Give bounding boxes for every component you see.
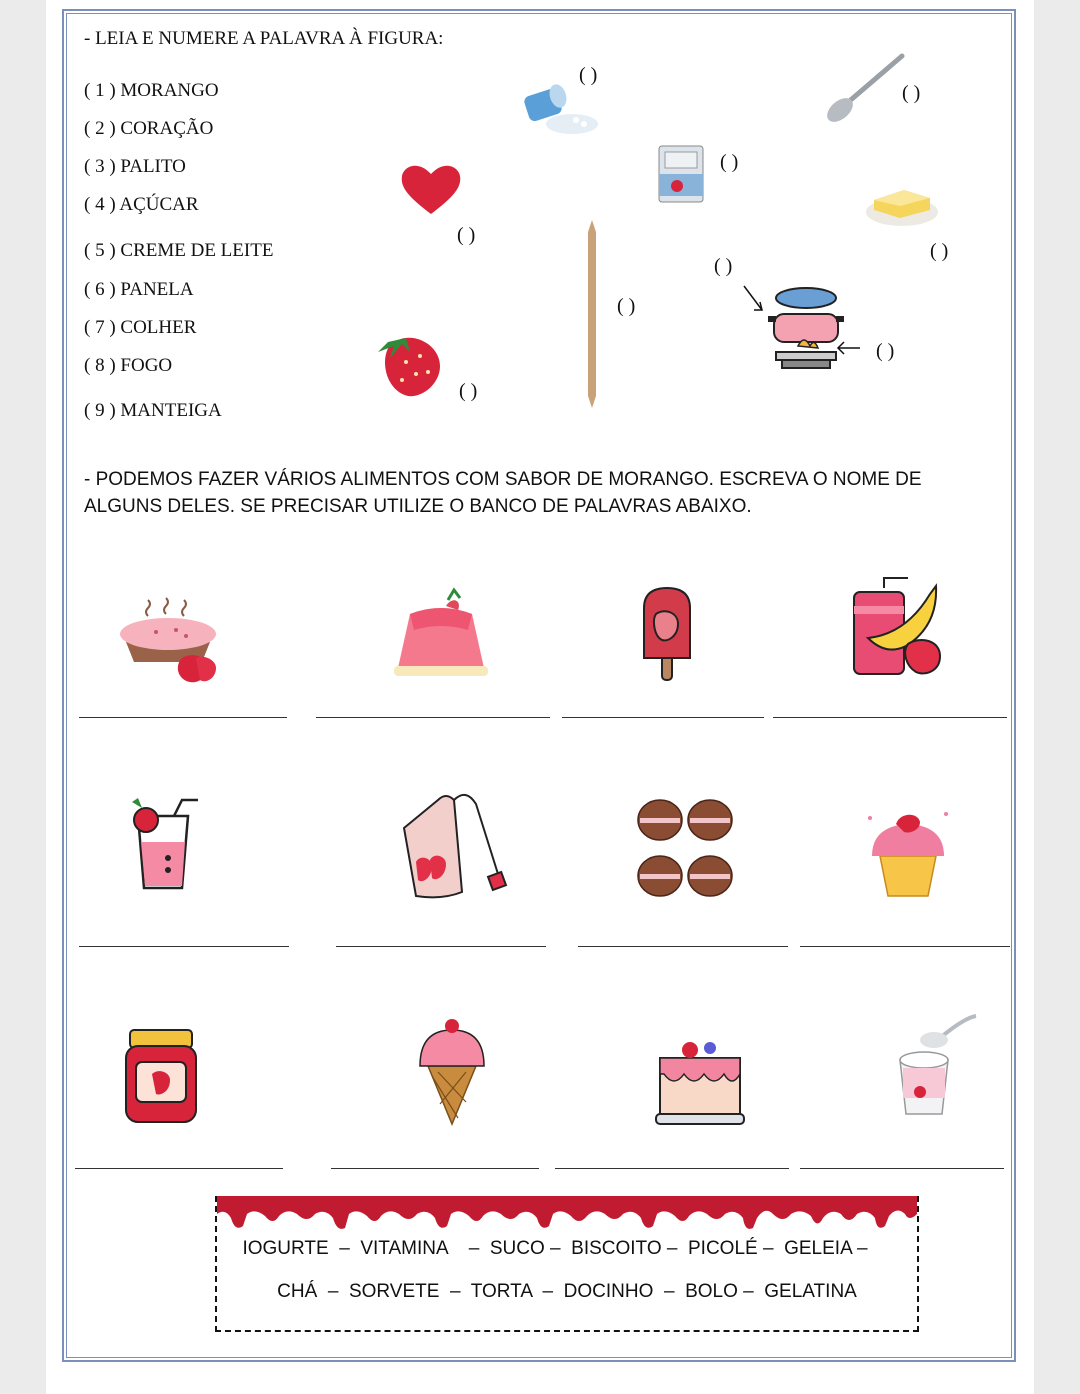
smoothie-icon <box>850 576 946 680</box>
jam-icon <box>124 1028 198 1126</box>
answer-line[interactable] <box>331 1168 539 1169</box>
sugar-icon <box>520 80 600 136</box>
word-bank-row-1: IOGURTE – VITAMINA – SUCO – BISCOITO – PICOLÉ – GELEIA – <box>242 1238 868 1259</box>
spoon-icon <box>822 52 906 124</box>
answer-line[interactable] <box>800 946 1010 947</box>
answer-blank-spoon[interactable]: ( ) <box>902 82 921 104</box>
answer-line[interactable] <box>555 1168 789 1169</box>
answer-blank-sugar[interactable]: ( ) <box>579 64 598 86</box>
tea-icon <box>402 792 512 900</box>
section2-title: - PODEMOS FAZER VÁRIOS ALIMENTOS COM SABOR DE MORANGO. ESCREVA O NOME DE ALGUNS DELES. SE PRECISAR UTILIZE O BANCO DE PALAVRAS ABAIXO. <box>84 469 922 517</box>
pot-on-fire-icon <box>740 276 864 374</box>
yogurt-icon <box>894 1012 980 1120</box>
section1-title: - LEIA E NUMERE A PALAVRA À FIGURA: <box>84 28 444 49</box>
cupcake-icon <box>866 806 950 898</box>
answer-blank-fire[interactable]: ( ) <box>876 340 895 362</box>
juice-icon <box>124 796 200 892</box>
answer-line[interactable] <box>316 717 550 718</box>
answer-line[interactable] <box>79 717 287 718</box>
answer-line[interactable] <box>578 946 788 947</box>
answer-blank-heart[interactable]: ( ) <box>457 224 476 246</box>
answer-line[interactable] <box>336 946 546 947</box>
cream-box-icon <box>657 144 705 204</box>
heart-icon <box>400 162 462 216</box>
word-item-1: ( 1 ) MORANGO <box>84 80 219 101</box>
answer-blank-toothpick[interactable]: ( ) <box>617 295 636 317</box>
ice-cream-icon <box>416 1018 488 1126</box>
word-item-8: ( 8 ) FOGO <box>84 355 173 376</box>
cookies-icon <box>636 796 736 902</box>
pie-icon <box>116 594 220 688</box>
cake-icon <box>654 1032 746 1128</box>
popsicle-icon <box>638 586 696 682</box>
answer-line[interactable] <box>800 1168 1004 1169</box>
word-item-6: ( 6 ) PANELA <box>84 279 194 300</box>
answer-blank-strawberry[interactable]: ( ) <box>459 380 478 402</box>
word-item-9: ( 9 ) MANTEIGA <box>84 400 222 421</box>
answer-blank-butter[interactable]: ( ) <box>930 240 949 262</box>
word-item-7: ( 7 ) COLHER <box>84 317 197 338</box>
butter-icon <box>864 172 940 228</box>
toothpick-icon <box>586 220 598 408</box>
gelatin-icon <box>392 586 490 682</box>
strawberry-icon <box>376 322 448 398</box>
word-bank-row-2: CHÁ – SORVETE – TORTA – DOCINHO – BOLO – GELATINA <box>277 1281 857 1302</box>
answer-blank-cream[interactable]: ( ) <box>720 151 739 173</box>
answer-line[interactable] <box>79 946 289 947</box>
word-item-2: ( 2 ) CORAÇÃO <box>84 118 214 139</box>
word-item-3: ( 3 ) PALITO <box>84 156 186 177</box>
answer-line[interactable] <box>773 717 1007 718</box>
word-bank <box>215 1196 919 1332</box>
word-item-5: ( 5 ) CREME DE LEITE <box>84 240 274 261</box>
word-item-4: ( 4 ) AÇÚCAR <box>84 194 199 215</box>
answer-line[interactable] <box>75 1168 283 1169</box>
answer-blank-pot[interactable]: ( ) <box>714 255 733 277</box>
strawberry-drip-border <box>217 1196 917 1236</box>
answer-line[interactable] <box>562 717 764 718</box>
